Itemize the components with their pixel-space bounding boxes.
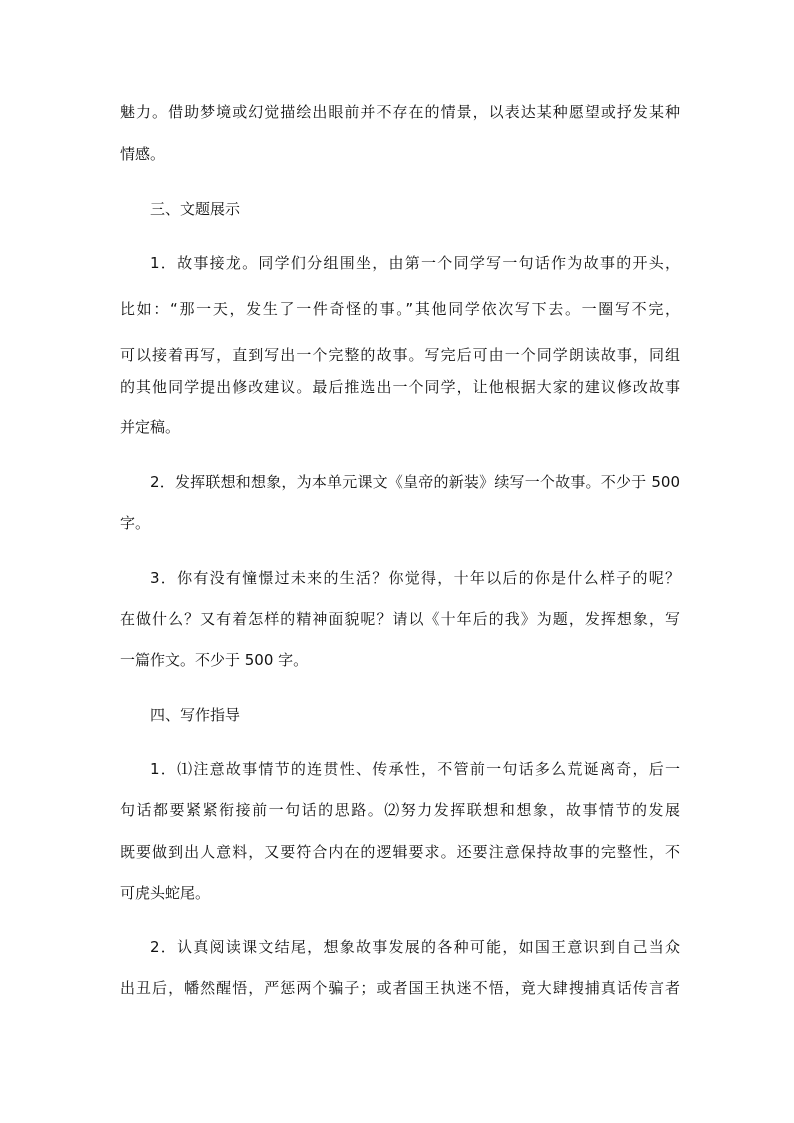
text-line: 并定稿。 [120,418,181,436]
section-heading: 四、写作指导 [150,706,241,724]
text-line: 的其他同学提出修改建议。最后推选出一个同学，让他根据大家的建议修改故事 [120,378,680,396]
text-line: 1．故事接龙。同学们分组围坐，由第一个同学写一句话作为故事的开头， [150,254,680,272]
text-line: 可虎头蛇尾。 [120,884,211,902]
text-line: 可以接着再写，直到写出一个完整的故事。写完后可由一个同学朗读故事，同组 [120,346,680,364]
text-line: 3．你有没有憧憬过未来的生活？你觉得，十年以后的你是什么样子的呢？ [150,569,680,587]
text-line: 出丑后，幡然醒悟，严惩两个骗子；或者国王执迷不悟，竟大肆搜捕真话传言者 [120,979,680,997]
text-line: 句话都要紧紧衔接前一句话的思路。⑵努力发挥联想和想象，故事情节的发展 [120,801,680,819]
text-line: 在做什么？又有着怎样的精神面貌呢？请以《十年后的我》为题，发挥想象，写 [120,610,680,628]
text-line: 2．发挥联想和想象，为本单元课文《皇帝的新装》续写一个故事。不少于 500 [150,473,680,491]
text-line: 2．认真阅读课文结尾，想象故事发展的各种可能，如国王意识到自己当众 [150,938,680,956]
text-line: 字。 [120,514,151,532]
text-line: 既要做到出人意料，又要符合内在的逻辑要求。还要注意保持故事的完整性，不 [120,843,680,861]
text-line: 一篇作文。不少于 500 字。 [120,651,309,669]
text-line: 魅力。借助梦境或幻觉描绘出眼前并不存在的情景，以表达某种愿望或抒发某种 [120,103,680,121]
text-line: 1．⑴注意故事情节的连贯性、传承性，不管前一句话多么荒诞离奇，后一 [150,760,680,778]
text-line: 比如：“那一天，发生了一件奇怪的事。”其他同学依次写下去。一圈写不完， [120,300,680,318]
section-heading: 三、文题展示 [150,200,241,218]
text-line: 情感。 [120,145,166,163]
